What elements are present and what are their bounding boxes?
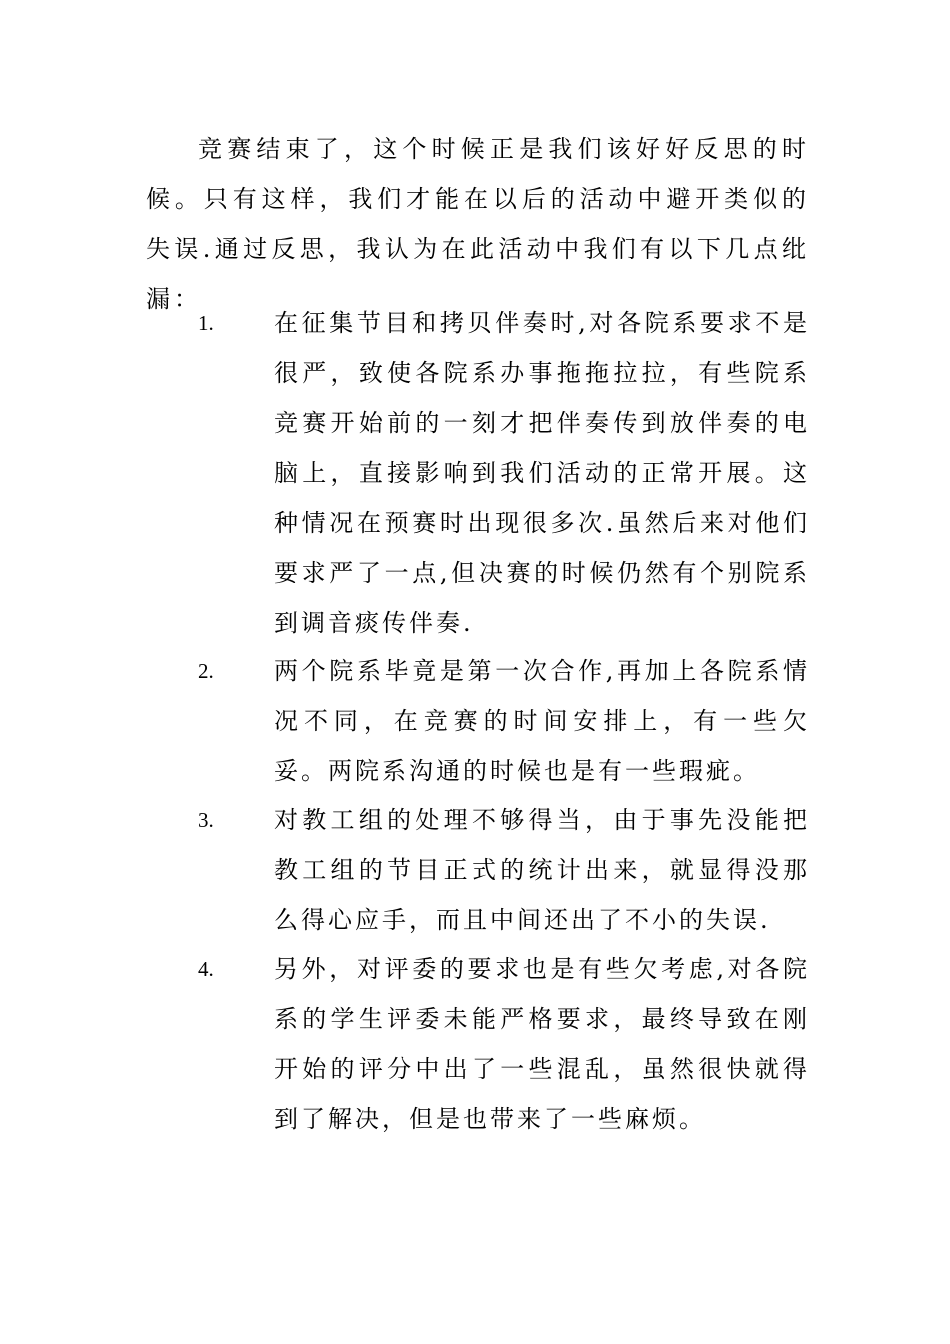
list-item-text: 对教工组的处理不够得当，由于事先没能把教工组的节目正式的统计出来，就显得没那么得心应手，而且中间还出了不小的失误.	[274, 806, 810, 934]
list-item-text: 另外，对评委的要求也是有些欠考虑,对各院系的学生评委未能严格要求，最终导致在刚开始的评分中出了一些混乱，虽然很快就得到了解决，但是也带来了一些麻烦。	[274, 955, 810, 1133]
list-item-number: 2.	[198, 659, 214, 683]
intro-paragraph: 竞赛结束了，这个时候正是我们该好好反思的时候。只有这样，我们才能在以后的活动中避开类似的失误.通过反思，我认为在此活动中我们有以下几点纰漏：	[146, 135, 810, 313]
list-item-number: 4.	[198, 957, 214, 981]
list-item-text: 两个院系毕竟是第一次合作,再加上各院系情况不同，在竞赛的时间安排上，有一些欠妥。两院系沟通的时候也是有一些瑕疵。	[274, 657, 810, 785]
list-item-number: 3.	[198, 808, 214, 832]
list-item-text: 在征集节目和拷贝伴奏时,对各院系要求不是很严，致使各院系办事拖拖拉拉，有些院系竞赛开始前的一刻才把伴奏传到放伴奏的电脑上，直接影响到我们活动的正常开展。这种情况在预赛时出现很多次.虽然后来对他们要求严了一点,但决赛的时候仍然有个别院系到调音痰传伴奏.	[274, 309, 810, 637]
list-item-number: 1.	[198, 311, 214, 335]
